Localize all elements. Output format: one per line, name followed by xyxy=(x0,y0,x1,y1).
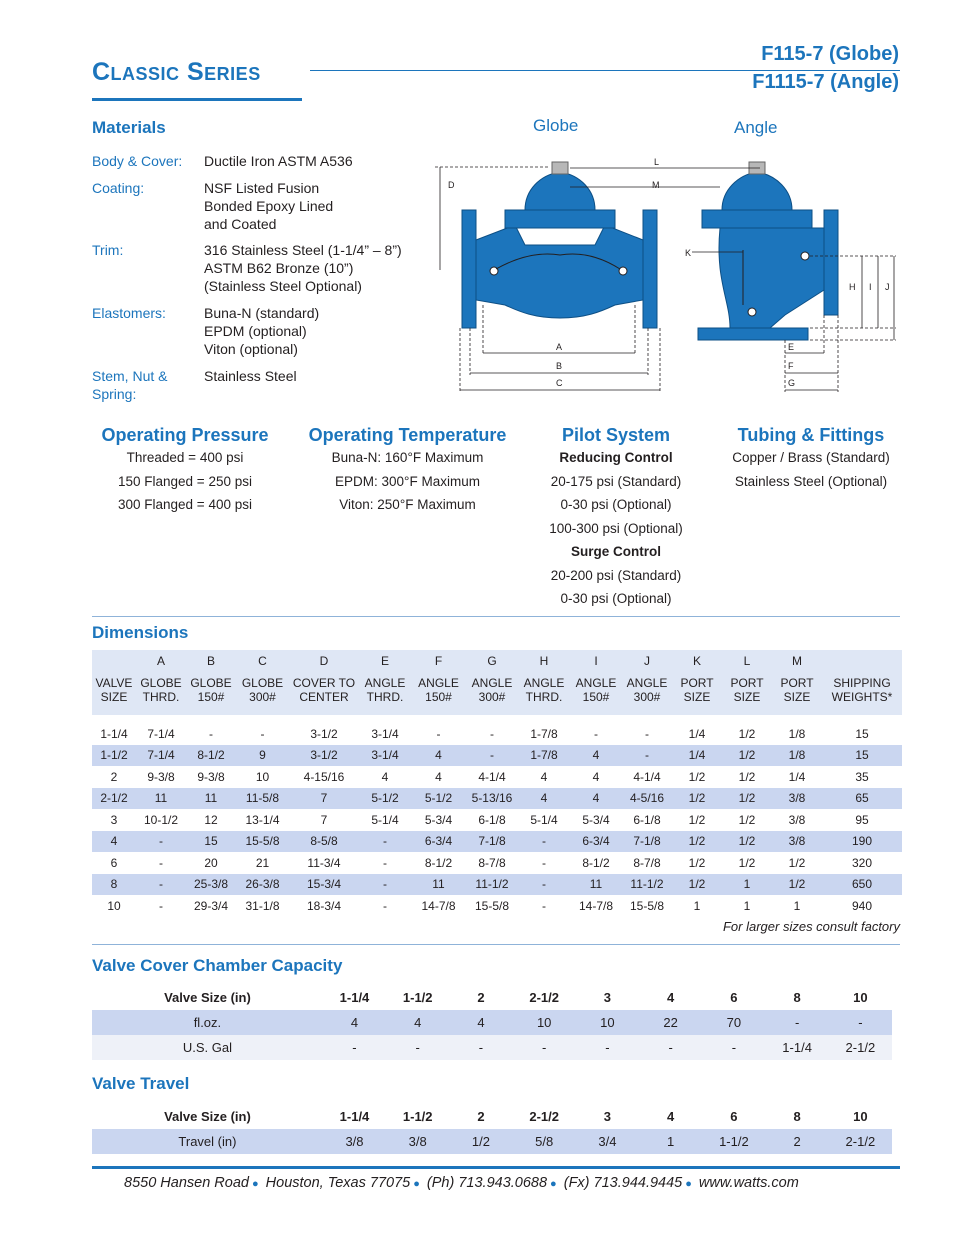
globe-cover-flange xyxy=(505,210,615,228)
table-cell: 3 xyxy=(603,990,612,1005)
table-cell: 1/8 xyxy=(788,726,806,741)
table-cell: 10 xyxy=(576,1010,639,1035)
divider xyxy=(92,944,900,945)
material-label-elastomers: Elastomers: xyxy=(92,305,166,321)
table-cell: 10 xyxy=(853,1109,868,1124)
table-cell: 4-15/16 xyxy=(303,769,345,784)
table-cell: 4 xyxy=(323,1010,386,1035)
table-cell: 6-1/8 xyxy=(478,812,506,827)
table-cell: 1-1/4 xyxy=(339,1109,370,1124)
table-cell: 3/8 xyxy=(788,812,806,827)
table-cell: 1-7/8 xyxy=(518,745,570,767)
table-cell: - xyxy=(702,1035,765,1060)
table-cell: 1/2 xyxy=(788,855,806,870)
valve-diagram xyxy=(430,150,910,400)
table-cell: 95 xyxy=(855,812,869,827)
operating-pressure: Operating Pressure Threaded = 400 psi 150 Flanged = 250 psi 300 Flanged = 400 psi xyxy=(92,425,278,517)
table-cell: 10 xyxy=(513,1010,576,1035)
dim-letter: E xyxy=(359,650,411,672)
dim-label-d: D xyxy=(448,180,455,190)
dim-header: ANGLE 300# xyxy=(622,672,672,715)
dim-letter: A xyxy=(136,650,186,672)
table-cell: 9 xyxy=(236,745,289,767)
table-cell: 3-1/4 xyxy=(359,745,411,767)
table-cell: - xyxy=(209,726,213,741)
dim-label-l: L xyxy=(654,157,660,167)
table-cell: 1 xyxy=(722,874,772,896)
table-cell: 1-1/4 xyxy=(100,726,128,741)
table-cell: - xyxy=(359,874,411,896)
model-globe: F115-7 (Globe) xyxy=(761,43,899,65)
operating-pressure-title: Operating Pressure xyxy=(101,425,269,445)
table-cell: 8-1/2 xyxy=(582,855,610,870)
table-cell: - xyxy=(594,726,598,741)
table-cell: 18-3/4 xyxy=(306,898,342,913)
table-cell: 940 xyxy=(851,898,873,913)
table-cell: 10-1/2 xyxy=(143,812,179,827)
table-cell: 5-1/2 xyxy=(411,788,466,810)
dim-letter: I xyxy=(570,650,622,672)
footer-fax: (Fx) 713.944.9445 xyxy=(563,1175,683,1191)
table-cell: 11-5/8 xyxy=(236,788,289,810)
table-cell: 3-1/2 xyxy=(310,726,338,741)
globe-body xyxy=(476,225,643,318)
table-cell: 2-1/2 xyxy=(529,990,559,1005)
table-cell: 1 xyxy=(639,1129,702,1154)
table-cell: 31-1/8 xyxy=(245,898,280,913)
table-cell: 2-1/2 xyxy=(92,788,136,810)
table-cell: 2 xyxy=(477,1109,485,1124)
dimensions-note: For larger sizes consult factory xyxy=(722,919,900,934)
table-cell: - xyxy=(159,855,163,870)
material-value-body: Ductile Iron ASTM A536 xyxy=(204,153,353,169)
table-cell: 4 xyxy=(449,1010,512,1035)
globe-left-flange xyxy=(462,210,476,328)
table-cell: 15-3/4 xyxy=(289,874,359,896)
table-cell: 4 xyxy=(435,769,442,784)
table-cell: 4 xyxy=(570,745,622,767)
table-cell: 9-3/8 xyxy=(197,769,225,784)
table-cell: 7-1/8 xyxy=(622,831,672,853)
table-cell: - xyxy=(518,874,570,896)
table-cell: 1 xyxy=(793,898,801,913)
table-cell: 1/2 xyxy=(722,788,772,810)
table-cell: - xyxy=(639,1035,702,1060)
table-row xyxy=(92,723,902,745)
table-cell: 1/2 xyxy=(688,855,706,870)
table-cell: 2 xyxy=(110,769,118,784)
dim-letter: D xyxy=(289,650,359,672)
table-cell: 6 xyxy=(730,990,738,1005)
header-underline xyxy=(92,98,302,101)
table-cell: 7 xyxy=(320,812,328,827)
table-cell: - xyxy=(466,745,518,767)
dim-letter: G xyxy=(466,650,518,672)
materials-title: Materials xyxy=(92,118,166,137)
dim-label-k: K xyxy=(685,248,692,258)
globe-cap xyxy=(552,162,568,174)
table-cell: 2 xyxy=(477,990,485,1005)
table-cell: 15-5/8 xyxy=(629,898,665,913)
model-angle: F1115-7 (Angle) xyxy=(752,71,899,93)
table-row xyxy=(92,1035,892,1060)
table-cell: - xyxy=(436,726,441,741)
table-cell: 1/2 xyxy=(738,769,756,784)
dim-letter: L xyxy=(722,650,772,672)
footer-address: 8550 Hansen Road xyxy=(124,1175,249,1191)
table-cell: 1/2 xyxy=(738,726,756,741)
table-cell: 1/2 xyxy=(672,831,722,853)
series-title: Classic Series xyxy=(92,58,261,86)
table-row xyxy=(92,766,902,788)
table-cell: 1-7/8 xyxy=(530,726,558,741)
table-cell: 6-1/8 xyxy=(633,812,661,827)
table-cell: 3/4 xyxy=(576,1129,639,1154)
globe-cover xyxy=(525,172,595,210)
table-cell: - xyxy=(359,831,411,853)
table-cell: 15-5/8 xyxy=(474,898,510,913)
table-cell: - xyxy=(449,1035,512,1060)
table-cell: - xyxy=(766,1010,829,1035)
globe-label: Globe xyxy=(533,116,579,135)
dim-letter: B xyxy=(186,650,236,672)
table-cell: 25-3/8 xyxy=(186,874,236,896)
dim-label-j: J xyxy=(885,282,890,292)
table-cell: 15-5/8 xyxy=(236,831,289,853)
table-cell: 3/8 xyxy=(386,1129,449,1154)
table-cell: - xyxy=(136,874,186,896)
table-cell: 6-3/4 xyxy=(411,831,466,853)
table-cell: - xyxy=(260,726,265,741)
footer-city: Houston, Texas 77075 xyxy=(265,1175,411,1191)
table-cell: 5-1/4 xyxy=(371,812,399,827)
operating-temperature-title: Operating Temperature xyxy=(308,425,507,445)
table-cell: Travel (in) xyxy=(92,1129,323,1154)
table-cell: 29-3/4 xyxy=(193,898,229,913)
travel-title: Valve Travel xyxy=(92,1074,190,1093)
dim-letter: M xyxy=(772,650,822,672)
table-row xyxy=(92,745,902,767)
table-cell: 26-3/8 xyxy=(236,874,289,896)
table-cell: - xyxy=(490,726,494,741)
dim-letter: H xyxy=(518,650,570,672)
table-cell: Valve Size (in) xyxy=(164,990,251,1005)
table-cell: 1/2 xyxy=(688,812,706,827)
dim-header: ANGLE 150# xyxy=(411,672,466,715)
dimensions-title: Dimensions xyxy=(92,623,189,642)
material-label-trim: Trim: xyxy=(92,242,124,258)
table-cell: 65 xyxy=(822,788,902,810)
table-cell: 7-1/8 xyxy=(466,831,518,853)
table-cell: 8-1/2 xyxy=(424,855,453,870)
table-row xyxy=(92,1010,892,1035)
table-cell: 8-7/8 xyxy=(633,855,661,870)
angle-valve xyxy=(698,162,838,340)
table-cell: 1/2 xyxy=(738,812,756,827)
table-cell: 4 xyxy=(540,769,548,784)
table-cell: 5-1/2 xyxy=(359,788,411,810)
dim-letter: J xyxy=(622,650,672,672)
dim-header: PORT SIZE xyxy=(672,672,722,715)
table-cell: 11-1/2 xyxy=(622,874,672,896)
dim-header: GLOBE THRD. xyxy=(136,672,186,715)
angle-label: Angle xyxy=(734,118,778,137)
dim-letter xyxy=(92,650,136,672)
table-cell: 15 xyxy=(822,745,902,767)
table-cell: 10 xyxy=(255,769,270,784)
dim-letter: F xyxy=(411,650,466,672)
table-cell: 5-1/4 xyxy=(530,812,558,827)
pilot-system: Pilot System Reducing Control 20-175 psi (Standard) 0-30 psi (Optional) 100-300 psi (Optional) Surge Control 20-200 psi (Standard) 0-30 psi (Optional) xyxy=(528,425,704,611)
table-cell: 4-5/16 xyxy=(622,788,672,810)
table-cell: 8 xyxy=(92,874,136,896)
travel-table xyxy=(92,1104,892,1154)
table-cell: 3/8 xyxy=(323,1129,386,1154)
table-cell: - xyxy=(386,1035,449,1060)
table-cell: 4-1/4 xyxy=(633,769,661,784)
table-cell: 1/2 xyxy=(772,874,822,896)
table-cell: 4-1/4 xyxy=(478,769,506,784)
table-cell: 3-1/2 xyxy=(289,745,359,767)
table-cell: 4 xyxy=(381,769,389,784)
table-row xyxy=(92,1104,892,1129)
table-cell: 1/2 xyxy=(672,874,722,896)
dim-label-f: F xyxy=(788,361,794,371)
material-label-coating: Coating: xyxy=(92,180,145,196)
globe-right-flange xyxy=(643,210,657,328)
table-cell: 3 xyxy=(603,1109,612,1124)
material-label-body: Body & Cover: xyxy=(92,153,183,169)
table-cell: 1-1/4 xyxy=(339,990,370,1005)
table-cell: 2-1/2 xyxy=(529,1109,559,1124)
table-cell: 2-1/2 xyxy=(829,1035,892,1060)
table-cell: 4 xyxy=(667,1109,675,1124)
material-value-elastomers: Buna-N (standard) EPDM (optional) Viton (optional) xyxy=(204,305,320,357)
dim-letter: K xyxy=(672,650,722,672)
dim-header: PORT SIZE xyxy=(772,672,822,715)
table-cell: 1/2 xyxy=(688,769,706,784)
table-row xyxy=(92,1129,892,1154)
footer-web[interactable]: www.watts.com xyxy=(698,1175,799,1191)
table-cell: 14-7/8 xyxy=(578,898,614,913)
table-cell: 9-3/8 xyxy=(147,769,175,784)
dim-header: ANGLE THRD. xyxy=(518,672,570,715)
table-cell: 10 xyxy=(107,898,121,913)
table-cell: 11 xyxy=(411,874,466,896)
table-cell: 10 xyxy=(853,990,868,1005)
table-cell: 4 xyxy=(592,769,600,784)
table-cell: 4 xyxy=(386,1010,449,1035)
chamber-table xyxy=(92,985,892,1060)
table-cell: 7-1/4 xyxy=(136,745,186,767)
table-cell: 14-7/8 xyxy=(421,898,456,913)
footer-rule xyxy=(92,1166,900,1169)
table-cell: 21 xyxy=(255,855,270,870)
table-cell: 6 xyxy=(110,855,118,870)
table-cell: 1-1/4 xyxy=(766,1035,829,1060)
dim-header: ANGLE 300# xyxy=(466,672,518,715)
table-cell: 8-5/8 xyxy=(289,831,359,853)
material-value-coating: NSF Listed Fusion Bonded Epoxy Lined and Coated xyxy=(204,180,334,232)
footer-phone: (Ph) 713.943.0688 xyxy=(426,1175,548,1191)
table-cell: 2-1/2 xyxy=(829,1129,892,1154)
table-cell: 1/4 xyxy=(688,726,706,741)
dim-letter: C xyxy=(236,650,289,672)
table-cell: 5-3/4 xyxy=(582,812,610,827)
table-cell: 20 xyxy=(204,855,218,870)
angle-port-right xyxy=(801,252,809,260)
table-cell: - xyxy=(383,855,387,870)
table-cell: 1-1/2 xyxy=(402,990,433,1005)
table-cell: 3 xyxy=(110,812,118,827)
table-cell: 4 xyxy=(411,745,466,767)
table-cell: 320 xyxy=(851,855,873,870)
dim-letter xyxy=(822,650,902,672)
table-cell: - xyxy=(323,1035,386,1060)
material-value-stem: Stainless Steel xyxy=(204,368,297,384)
dimensions-table xyxy=(92,650,902,917)
table-cell: - xyxy=(576,1035,639,1060)
table-cell: 5-13/16 xyxy=(466,788,518,810)
table-cell: 4 xyxy=(667,990,675,1005)
table-cell: 8-1/2 xyxy=(186,745,236,767)
table-cell: 13-1/4 xyxy=(245,812,280,827)
table-cell: 1 xyxy=(743,898,751,913)
dim-label-g: G xyxy=(788,378,796,388)
table-cell: 8 xyxy=(793,1109,801,1124)
table-cell: 11 xyxy=(186,788,236,810)
table-cell: - xyxy=(829,1010,892,1035)
dim-label-h: H xyxy=(849,282,856,292)
dim-header: VALVE SIZE xyxy=(92,672,136,715)
tubing-fittings: Tubing & Fittings Copper / Brass (Standard) Stainless Steel (Optional) xyxy=(720,425,902,493)
material-label-stem: Stem, Nut & Spring: xyxy=(92,368,168,402)
dim-header: GLOBE 150# xyxy=(186,672,236,715)
table-cell: 1-1/2 xyxy=(92,745,136,767)
table-cell: 1/2 xyxy=(722,745,772,767)
table-cell: - xyxy=(542,855,546,870)
table-cell: 3-1/4 xyxy=(371,726,399,741)
dim-header: SHIPPING WEIGHTS* xyxy=(822,672,902,715)
table-cell: - xyxy=(518,831,570,853)
table-cell: 1/4 xyxy=(788,769,806,784)
table-cell: - xyxy=(645,726,649,741)
dim-label-c: C xyxy=(556,378,563,388)
table-row xyxy=(92,831,902,853)
angle-body xyxy=(719,228,824,328)
angle-cover-flange xyxy=(702,210,812,228)
table-row xyxy=(92,809,902,831)
table-cell: 3/8 xyxy=(772,788,822,810)
table-cell: 15 xyxy=(855,726,869,741)
tubing-fittings-title: Tubing & Fittings xyxy=(737,425,885,445)
dim-header: COVER TO CENTER xyxy=(289,672,359,715)
table-cell: 7 xyxy=(289,788,359,810)
table-cell: 12 xyxy=(204,812,218,827)
table-cell: 2 xyxy=(766,1129,829,1154)
table-cell: 70 xyxy=(702,1010,765,1035)
table-cell: - xyxy=(159,898,163,913)
table-row xyxy=(92,852,902,874)
table-cell: 1/2 xyxy=(672,788,722,810)
table-cell: - xyxy=(622,745,672,767)
table-cell: Valve Size (in) xyxy=(164,1109,251,1124)
table-cell: 650 xyxy=(822,874,902,896)
table-row xyxy=(92,985,892,1010)
table-cell: 11 xyxy=(136,788,186,810)
dim-label-a: A xyxy=(556,342,563,352)
table-cell: - xyxy=(383,898,387,913)
table-cell: 8 xyxy=(793,990,801,1005)
angle-bottom-flange xyxy=(698,328,808,340)
table-cell: 1 xyxy=(693,898,701,913)
divider xyxy=(92,616,900,617)
dim-header: ANGLE 150# xyxy=(570,672,622,715)
footer: 8550 Hansen Road ● Houston, Texas 77075 ● (Ph) 713.943.0688 ● (Fx) 713.944.9445 ● www.watts.com xyxy=(124,1175,799,1191)
table-cell: - xyxy=(542,898,546,913)
table-cell: 11-1/2 xyxy=(466,874,518,896)
globe-port-right xyxy=(619,267,627,275)
table-row xyxy=(92,788,902,810)
dim-label-e: E xyxy=(788,342,795,352)
table-cell: 11-3/4 xyxy=(307,855,341,870)
angle-port-bottom xyxy=(748,308,756,316)
table-cell: 6 xyxy=(730,1109,738,1124)
table-cell: 8-7/8 xyxy=(478,855,506,870)
table-cell: 4 xyxy=(570,788,622,810)
dim-header: PORT SIZE xyxy=(722,672,772,715)
table-cell: 3/8 xyxy=(772,831,822,853)
dim-label-b: B xyxy=(556,361,563,371)
table-cell: U.S. Gal xyxy=(92,1035,323,1060)
angle-cover xyxy=(722,172,792,210)
table-cell: 5/8 xyxy=(513,1129,576,1154)
table-cell: 6-3/4 xyxy=(570,831,622,853)
dim-label-i: I xyxy=(869,282,872,292)
angle-side-flange xyxy=(824,210,838,315)
material-value-trim: 316 Stainless Steel (1-1/4” – 8”) ASTM B62 Bronze (10”) (Stainless Steel Optional) xyxy=(204,242,402,294)
table-cell: 1/2 xyxy=(722,831,772,853)
table-cell: - xyxy=(136,831,186,853)
table-row xyxy=(92,874,902,896)
dim-label-m: M xyxy=(652,180,660,190)
table-row xyxy=(92,895,902,917)
dim-header: ANGLE THRD. xyxy=(359,672,411,715)
table-cell: 15 xyxy=(186,831,236,853)
table-cell: 35 xyxy=(855,769,869,784)
operating-temperature: Operating Temperature Buna-N: 160°F Maximum EPDM: 300°F Maximum Viton: 250°F Maximum xyxy=(296,425,519,517)
table-cell: 1/2 xyxy=(449,1129,512,1154)
table-cell: 5-3/4 xyxy=(424,812,453,827)
table-cell: 1-1/2 xyxy=(702,1129,765,1154)
table-cell: 1/2 xyxy=(738,855,756,870)
table-cell: 1/4 xyxy=(672,745,722,767)
table-cell: 4 xyxy=(518,788,570,810)
chamber-title: Valve Cover Chamber Capacity xyxy=(92,956,343,975)
table-cell: - xyxy=(513,1035,576,1060)
table-cell: 1-1/2 xyxy=(402,1109,433,1124)
dim-header: GLOBE 300# xyxy=(236,672,289,715)
table-cell: fl.oz. xyxy=(92,1010,323,1035)
table-cell: 22 xyxy=(639,1010,702,1035)
pilot-system-title: Pilot System xyxy=(561,425,671,445)
table-cell: 7-1/4 xyxy=(147,726,175,741)
table-cell: 11 xyxy=(570,874,622,896)
table-cell: 190 xyxy=(822,831,902,853)
table-cell: 4 xyxy=(92,831,136,853)
table-cell: 1/8 xyxy=(772,745,822,767)
